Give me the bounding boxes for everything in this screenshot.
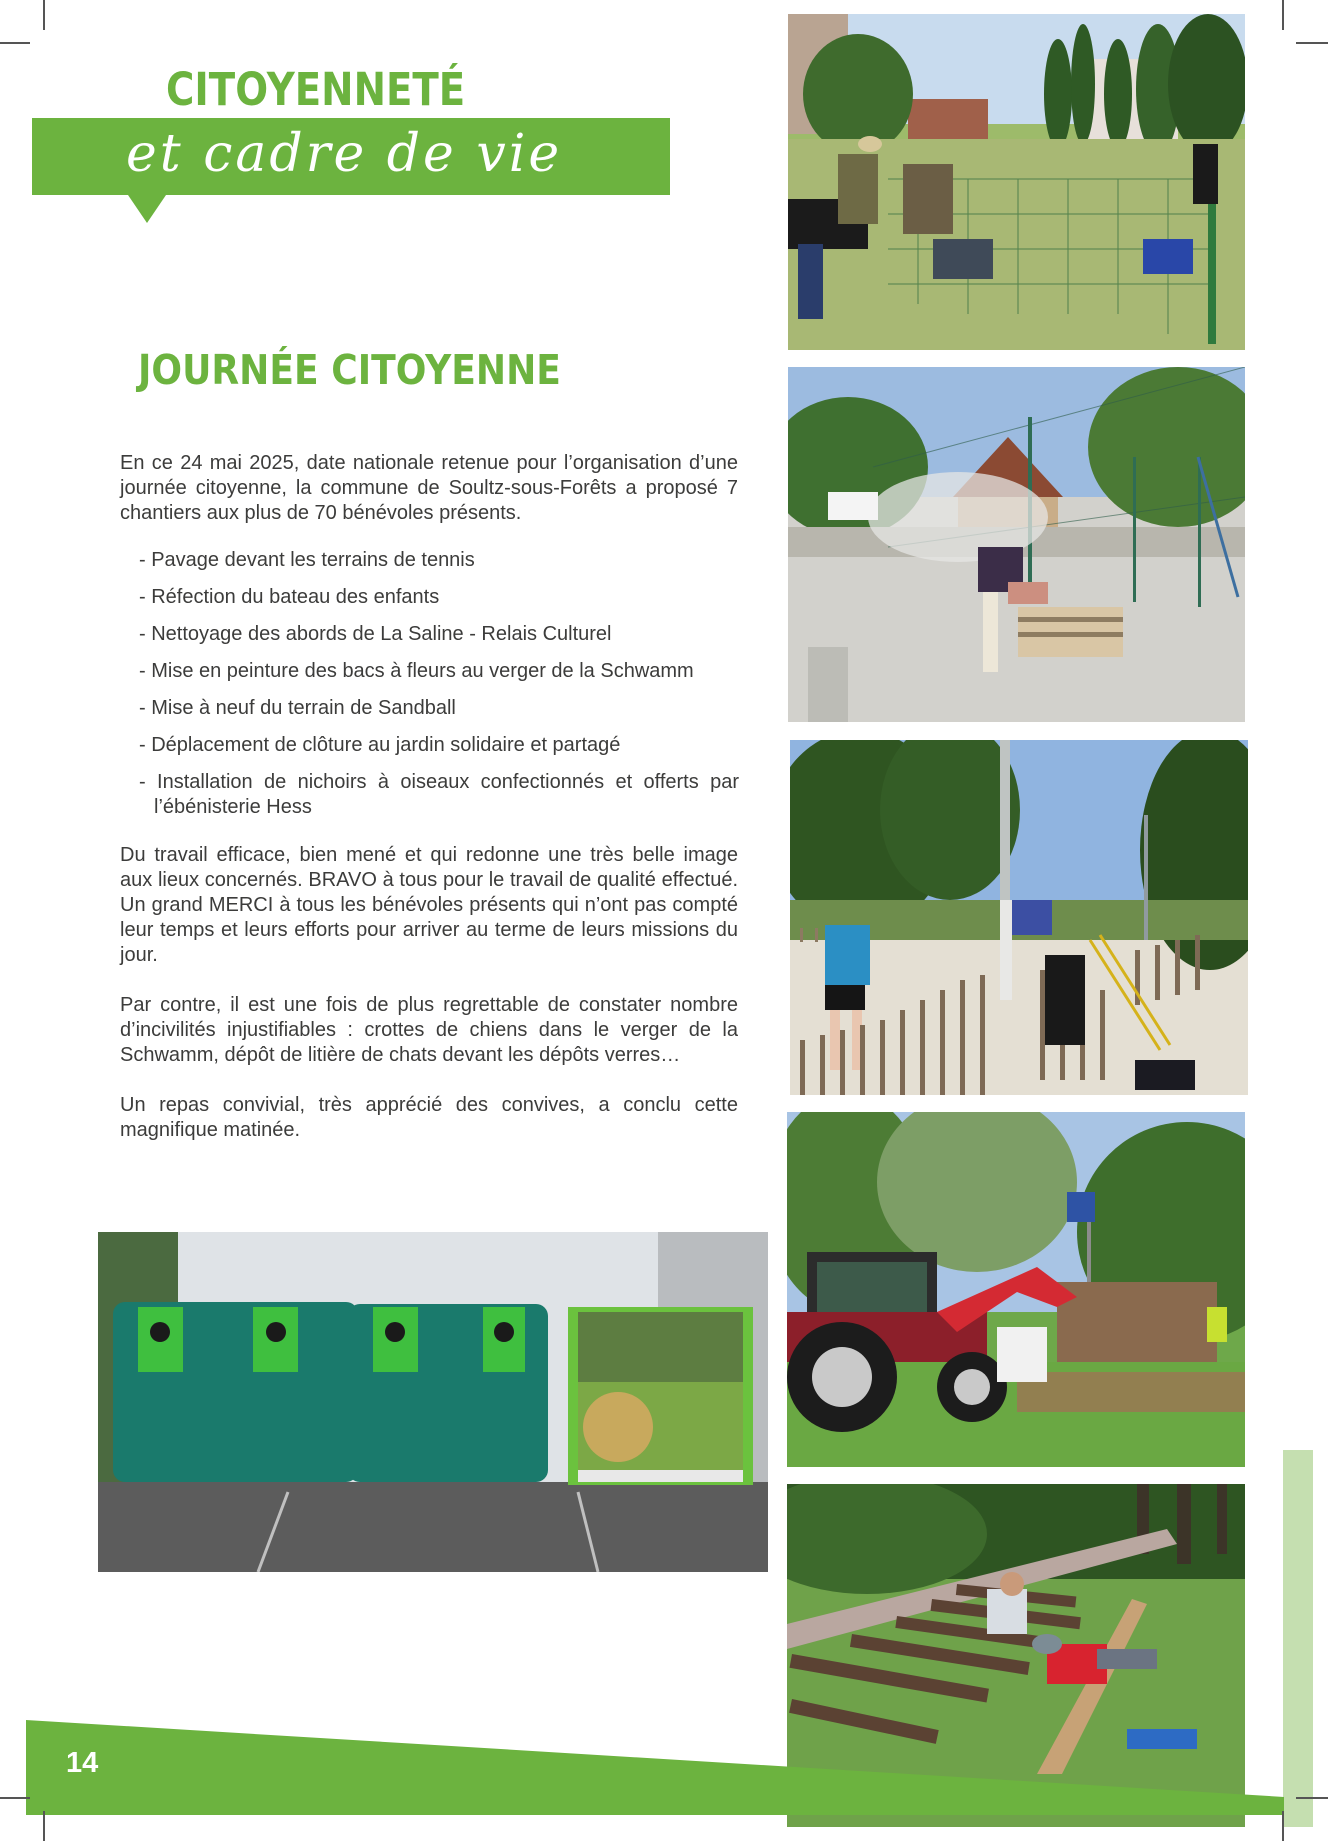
article-paragraph-thanks: Du travail efficace, bien mené et qui redonne une très belle image aux lieux concernés. BRAVO à tous pour le travail de qualité effectué. Un grand MERCI à tous les bénévoles présents qui n’ont pas compté leur temps et leurs efforts pour arriver au terme de leurs missions du jour. — [120, 844, 738, 966]
crop-mark-top-left-v — [43, 0, 45, 30]
worksite-item: - Mise à neuf du terrain de Sandball — [139, 697, 456, 719]
crop-mark-bottom-left-v — [43, 1811, 45, 1841]
crop-mark-bottom-right-v — [1282, 1811, 1284, 1841]
page-number: 14 — [66, 1747, 99, 1779]
worksite-item: - Nettoyage des abords de La Saline - Relais Culturel — [139, 623, 612, 645]
photo-tractor-playground — [787, 1112, 1245, 1467]
side-accent-bar — [1283, 1450, 1313, 1827]
photo-fence-volunteers — [788, 14, 1245, 350]
worksite-item: - Réfection du bateau des enfants — [139, 586, 440, 608]
article-paragraph-meal: Un repas convivial, très apprécié des convives, a conclu cette magnifique matinée. — [120, 1094, 738, 1141]
article-intro: En ce 24 mai 2025, date nationale retenue pour l’organisation d’une journée citoyenne, la commune de Soultz-sous-Forêts a proposé 7 chantiers aux plus de 70 bénévoles présents. — [120, 452, 738, 524]
banner-pointer — [128, 195, 166, 223]
section-title: CITOYENNETÉ — [166, 63, 466, 116]
article-paragraph-incivilities: Par contre, il est une fois de plus regrettable de constater nombre d’incivilités injustifiables : crottes de chiens dans le verger de la Schwamm, dépôt de litière de chats devant les dépôts verres… — [120, 994, 738, 1066]
article-title: JOURNÉE CITOYENNE — [138, 346, 561, 394]
crop-mark-bottom-left-h — [0, 1797, 30, 1799]
crop-mark-bottom-right-h — [1296, 1797, 1328, 1799]
crop-mark-top-right-h — [1296, 42, 1328, 44]
worksite-item: - Installation de nichoirs à oiseaux confectionnés et offerts par l’ébénisterie Hess — [139, 771, 739, 818]
worksite-item: - Pavage devant les terrains de tennis — [139, 549, 475, 571]
crop-mark-top-right-v — [1282, 0, 1284, 30]
photo-sandball-field — [790, 740, 1248, 1095]
crop-mark-top-left-h — [0, 42, 30, 44]
worksite-list — [139, 548, 739, 832]
photo-paving-tennis — [788, 367, 1245, 722]
worksite-item: - Mise en peinture des bacs à fleurs au verger de la Schwamm — [139, 660, 694, 682]
section-subtitle: et cadre de vie — [126, 124, 563, 184]
worksite-item: - Déplacement de clôture au jardin solidaire et partagé — [139, 734, 621, 756]
photo-glass-bins — [98, 1232, 768, 1572]
